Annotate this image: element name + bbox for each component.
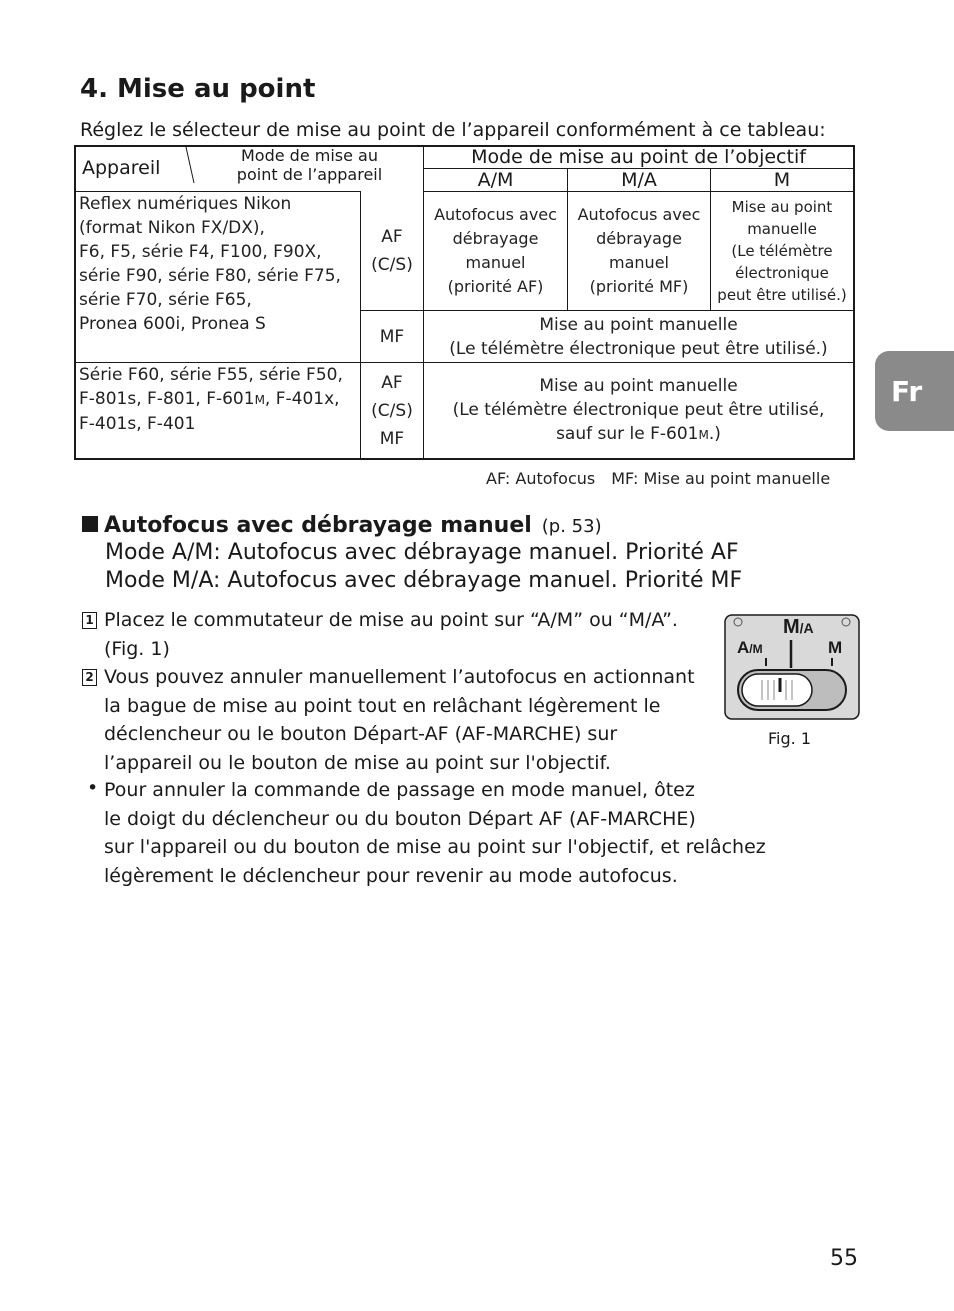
- bullet-text: Pour annuler la commande de passage en mode manuel, ôtez le doigt du déclencheur ou du bouton Départ AF (AF-MARCHE) sur l'appareil ou du bouton de mise au point sur l'objectif, et relâchez légèrement le déclencheur pour revenir au mode autofocus.: [104, 779, 766, 887]
- step-1-number: 1: [82, 612, 97, 629]
- label-am: A/M: [737, 638, 763, 657]
- table-legend: [486, 469, 846, 488]
- row1-af-mode: AF (C/S): [371, 227, 413, 275]
- header-lens-mode: Mode de mise au point de l’objectif: [471, 145, 806, 168]
- row2-result: Mise au point manuelle (Le télémètre électronique peut être utilisé, sauf sur le F-601M.): [452, 376, 825, 444]
- row1-m-result: Mise au point manuelle (Le télémètre électronique peut être utilisé.): [717, 198, 847, 304]
- page-title: 4. Mise au point: [80, 74, 316, 104]
- row1-ma-result: Autofocus avec débrayage manuel (priorité MF): [577, 205, 701, 296]
- label-ma: M/A: [783, 616, 814, 638]
- corner-slash: [184, 145, 196, 191]
- row1-cameras: Reflex numériques Nikon (format Nikon FX/DX), F6, F5, série F4, F100, F90X, série F90, série F80, série F75, série F70, série F65, Pronea 600i, Pronea S: [79, 194, 341, 334]
- header-camera-mode: Mode de mise au point de l’appareil: [236, 146, 383, 184]
- label-m: M: [828, 638, 843, 657]
- mode-am-line: Mode A/M: Autofocus avec débrayage manuel. Priorité AF: [105, 540, 739, 565]
- row2-cameras: Série F60, série F55, série F50, F-801s, F-801, F-601M, F-401x, F-401s, F-401: [79, 365, 343, 434]
- header-m: M: [773, 169, 791, 191]
- square-bullet-icon: [82, 516, 98, 532]
- bullet-icon: •: [87, 777, 99, 799]
- row1-am-result: Autofocus avec débrayage manuel (priorité AF): [434, 205, 557, 296]
- focus-mode-table: [74, 145, 855, 460]
- figure-caption: Fig. 1: [768, 729, 811, 748]
- page-reference: (p. 53): [541, 516, 602, 537]
- section-title: Autofocus avec débrayage manuel: [104, 513, 532, 538]
- header-camera: Appareil: [82, 157, 161, 179]
- row1-mf-mode: MF: [379, 326, 405, 347]
- mode-ma-line: Mode M/A: Autofocus avec débrayage manuel. Priorité MF: [105, 568, 743, 593]
- intro-text: Réglez le sélecteur de mise au point de l’appareil conformément à ce tableau:: [80, 119, 826, 141]
- step-1-text: Placez le commutateur de mise au point sur “A/M” ou “M/A”. (Fig. 1): [104, 609, 678, 660]
- step-2-number: 2: [82, 669, 97, 686]
- legend-mf: MF: Mise au point manuelle: [611, 469, 831, 488]
- row1-mf-result: Mise au point manuelle (Le télémètre électronique peut être utilisé.): [449, 314, 828, 359]
- page-number: 55: [830, 1246, 858, 1271]
- focus-switch-figure: [724, 614, 860, 720]
- legend-af: AF: Autofocus: [486, 469, 596, 488]
- header-am: A/M: [477, 169, 514, 191]
- step-2-text: Vous pouvez annuler manuellement l’autofocus en actionnant la bague de mise au point tout en relâchant légèrement le déclencheur ou le bouton Départ-AF (AF-MARCHE) sur l’appareil ou le bouton de mise au point sur l'objectif.: [104, 666, 695, 774]
- language-tab-fr: Fr: [875, 351, 954, 431]
- row2-modes: AF (C/S) MF: [371, 372, 413, 449]
- header-ma: M/A: [621, 169, 657, 191]
- section-heading: [82, 513, 602, 538]
